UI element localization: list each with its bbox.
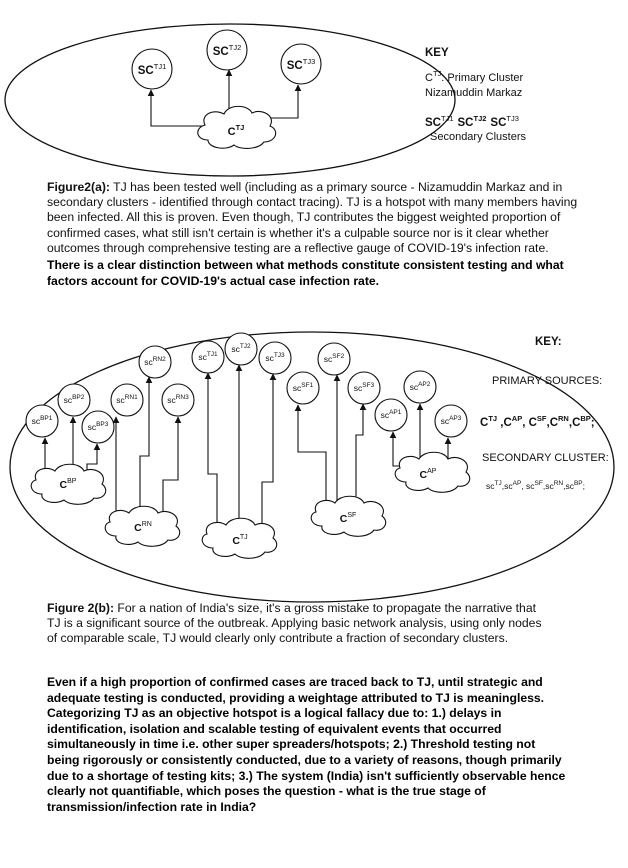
edge-sf-sf1 bbox=[298, 405, 326, 510]
node-sc-tj2 bbox=[225, 333, 257, 365]
svg-text:CRN: $C^{RN}$ bbox=[134, 521, 152, 534]
node-sc-tj1 bbox=[132, 49, 172, 89]
node-sc-sf3 bbox=[348, 372, 380, 404]
svg-text:scSF3: $sc^{SF3}$ bbox=[353, 382, 375, 393]
figure-b-conclusion: Even if a high proportion of confirmed cases are traced back to TJ, until strategic and adequate testing is conducted, providing a weightage attributed to TJ is meaningless. Categorizing TJ as an objective hotspot is a logical fallacy due to: 1.) delays in identification, isolation and scalable testing of equivalent events that occurred simultaneously in time i.e. other super spreaders/hotspots; 2.) Threshold testing not being rigorously or consistently conducted, due to a variety of reasons, though primarily due to a shortage of testing kits; 3.) The system (India) isn't sufficiently observable hence clearly not quantifiable, which poses the question - what is the true stage of transmission/infection rate in India? bbox=[47, 675, 566, 814]
svg-text:scTJ,scAP, scSF,scRN,scBP;: $sc^{TJ},sc^{AP}$, $sc^{SF},sc^{RN},sc^{BP}$; bbox=[486, 480, 586, 491]
svg-text:scRN3: $sc^{RN3}$ bbox=[167, 394, 189, 405]
svg-text:scTJ3: $sc^{TJ3}$ bbox=[265, 352, 285, 363]
node-sc-bp2 bbox=[58, 384, 90, 416]
svg-text:scSF1: $sc^{SF1}$ bbox=[292, 382, 314, 393]
node-sc-tj1 bbox=[192, 341, 224, 373]
node-sc-rn3 bbox=[162, 384, 194, 416]
svg-text:CTJ: $C^{TJ}$ bbox=[232, 534, 248, 547]
node-c-sf bbox=[311, 496, 386, 536]
svg-text:CAP: $C^{AP}$ bbox=[419, 468, 437, 481]
svg-text:KEY:: KEY: bbox=[535, 336, 562, 348]
edge-rn-rn3 bbox=[163, 417, 178, 520]
node-sc-ap3 bbox=[435, 405, 467, 437]
figure-a-key bbox=[425, 47, 526, 143]
svg-text:scTJ2: $sc^{TJ2}$ bbox=[231, 343, 251, 354]
edge-tj-tj1 bbox=[208, 373, 217, 532]
svg-text:scAP2: $sc^{AP2}$ bbox=[409, 381, 431, 392]
svg-text:SCTJ1: $SC^{TJ1}$ bbox=[137, 62, 167, 77]
node-sc-bp3 bbox=[82, 411, 114, 443]
figure-a-bold-statement: There is a clear distinction between what methods constitute consistent testing and what factors account for COVID-19's actual case infection rate. bbox=[47, 258, 564, 288]
figure-b-caption bbox=[47, 601, 552, 647]
svg-text:KEY: KEY bbox=[425, 47, 449, 59]
svg-text:scBP3: $sc^{BP3}$ bbox=[87, 421, 109, 432]
svg-text:Secondary Clusters: Secondary Clusters bbox=[430, 131, 526, 143]
svg-text:scAP3: $sc^{AP3}$ bbox=[440, 415, 462, 426]
node-sc-rn2 bbox=[139, 346, 171, 378]
figure-b-key bbox=[480, 336, 609, 491]
svg-text:scRN1: $sc^{RN1}$ bbox=[116, 394, 138, 405]
node-sc-tj3 bbox=[259, 342, 291, 374]
svg-text:CBP: $C^{BP}$ bbox=[59, 478, 77, 491]
svg-text:CTJ ,CAP, CSF,CRN,CBP;: $C^{TJ}$ $,C^{AP}$, $C^{SF},C^{RN},C^{BP}$; bbox=[480, 414, 595, 429]
svg-text:scBP1: $sc^{BP1}$ bbox=[31, 415, 53, 426]
node-sc-ap1 bbox=[375, 399, 407, 431]
svg-text:scRN2: $sc^{RN2}$ bbox=[144, 356, 166, 367]
edge-ctj-sctj3 bbox=[265, 85, 298, 118]
node-sc-sf2 bbox=[318, 343, 350, 375]
svg-text:CSF: $C^{SF}$ bbox=[339, 512, 357, 525]
svg-text:scSF2: $sc^{SF2}$ bbox=[323, 353, 345, 364]
node-c-rn bbox=[105, 506, 180, 546]
svg-text:scBP2: $sc^{BP2}$ bbox=[63, 394, 85, 405]
node-sc-sf1 bbox=[287, 372, 319, 404]
figure-a-caption-text: TJ has been tested well (including as a primary source - Nizamuddin Markaz and in secondary clusters - identified through contact tracing). TJ is a hotspot with many members having been infected. All this is proven. Even though, TJ contributes the biggest weighted proportion of confirmed cases, what still isn't certain is whether it's a culpable source nor is it clear whether outcomes through comprehensive testing are a reflective gauge of COVID-19's infection rate. bbox=[47, 180, 578, 255]
node-c-bp bbox=[31, 464, 106, 504]
figure-b-caption-label: Figure 2(b): bbox=[47, 601, 115, 615]
svg-text:SCTJ2: $SC^{TJ2}$ bbox=[212, 43, 242, 58]
svg-text:scTJ1: $sc^{TJ1}$ bbox=[198, 351, 218, 362]
edge-sf-sf3 bbox=[356, 404, 363, 511]
svg-text:SECONDARY CLUSTER:: SECONDARY CLUSTER: bbox=[482, 452, 609, 464]
node-sc-bp1 bbox=[26, 405, 58, 437]
node-sc-ap2 bbox=[404, 371, 436, 403]
node-sc-tj2 bbox=[207, 30, 247, 70]
figure-b-boundary bbox=[10, 332, 614, 602]
edge-ctj-sctj1 bbox=[151, 90, 203, 126]
figure-a bbox=[5, 24, 526, 176]
svg-text:CTJ: $C^{TJ}$ bbox=[227, 123, 245, 138]
svg-text:scAP1: $sc^{AP1}$ bbox=[380, 409, 402, 420]
node-sc-rn1 bbox=[111, 384, 143, 416]
svg-text:Nizamuddin Markaz: Nizamuddin Markaz bbox=[425, 87, 523, 99]
svg-text:SCTJ1SCTJ2SCTJ3: $SC^{TJ1}$ $SC^{TJ2}$ $SC^{TJ3}$ bbox=[425, 114, 519, 129]
svg-text:SCTJ3: $SC^{TJ3}$ bbox=[286, 57, 316, 72]
svg-text:CTJ: Primary Cluster: $C^{TJ}$: Primary Cluster bbox=[425, 69, 524, 84]
node-c-tj bbox=[198, 106, 276, 148]
figure-a-caption bbox=[47, 180, 583, 256]
svg-text:PRIMARY SOURCES:: PRIMARY SOURCES: bbox=[492, 375, 603, 387]
node-sc-tj3 bbox=[281, 44, 321, 84]
figure-b-caption-text: For a nation of India's size, it's a gross mistake to propagate the narrative that TJ is a significant source of the outbreak. Applying basic network analysis, using only nodes of comparable scale, TJ would clearly only contribute a fraction of secondary clusters. bbox=[47, 601, 542, 646]
figure-b bbox=[10, 332, 614, 602]
node-c-ap bbox=[395, 452, 470, 492]
figure-a-caption-label: Figure2(a): bbox=[47, 180, 110, 194]
node-c-tj bbox=[202, 518, 277, 558]
edge-tj-tj3 bbox=[262, 374, 273, 534]
